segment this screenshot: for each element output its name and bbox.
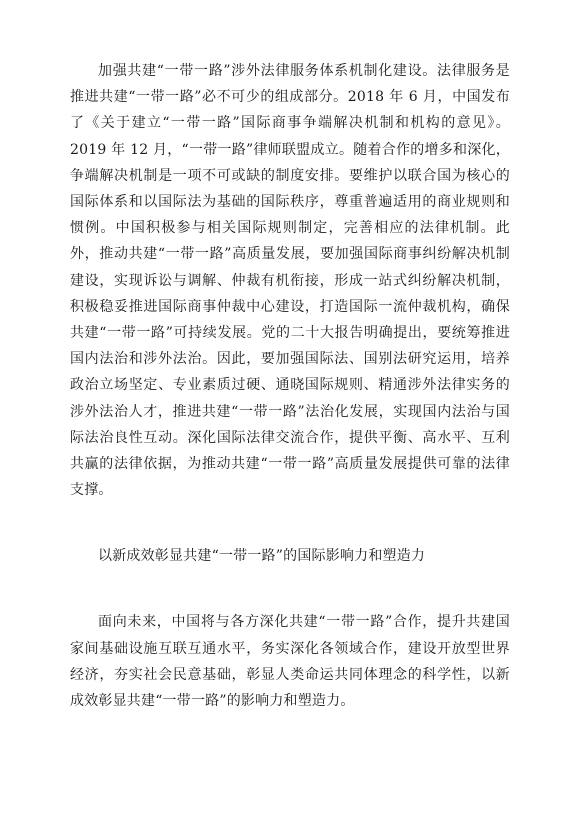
document-page xyxy=(70,58,510,714)
body-paragraph: 加强共建“一带一路”涉外法律服务体系机制化建设。法律服务是推进共建“一带一路”必不可少的组成部分。2018 年 6 月，中国发布了《关于建立“一带一路”国际商事争端解决机制和机构的意见》。2019 年 12 月，“一带一路”律师联盟成立。随着合作的增多和深化，争端解决机制是一项不可或缺的制度安排。要维护以联合国为核心的国际体系和以国际法为基础的国际秩序，尊重普遍适用的商业规则和惯例。中国积极参与相关国际规则制定，完善相应的法律机制。此外，推动共建“一带一路”高质量发展，要加强国际商事纠纷解决机制建设，实现诉讼与调解、仲裁有机衔接，形成一站式纠纷解决机制，积极稳妥推进国际商事仲裁中心建设，打造国际一流仲裁机构，确保共建“一带一路”可持续发展。党的二十大报告明确提出，要统筹推进国内法治和涉外法治。因此，要加强国际法、国别法研究运用，培养政治立场坚定、专业素质过硬、通晓国际规则、精通涉外法律实务的涉外法治人才，推进共建“一带一路”法治化发展，实现国内法治与国际法治良性互动。深化国际法律交流合作，提供平衡、高水平、互利共赢的法律依据，为推动共建“一带一路”高质量发展提供可靠的法律支撑。 xyxy=(70,63,510,499)
closing-paragraph: 面向未来，中国将与各方深化共建“一带一路”合作，提升共建国家间基础设施互联互通水平，务实深化各领域合作，建设开放型世界经济，夯实社会民意基础，彰显人类命运共同体理念的科学性，以新成效彰显共建“一带一路”的影响力和塑造力。 xyxy=(70,614,510,710)
section-heading: 以新成效彰显共建“一带一路”的国际影响力和塑造力 xyxy=(98,548,426,565)
